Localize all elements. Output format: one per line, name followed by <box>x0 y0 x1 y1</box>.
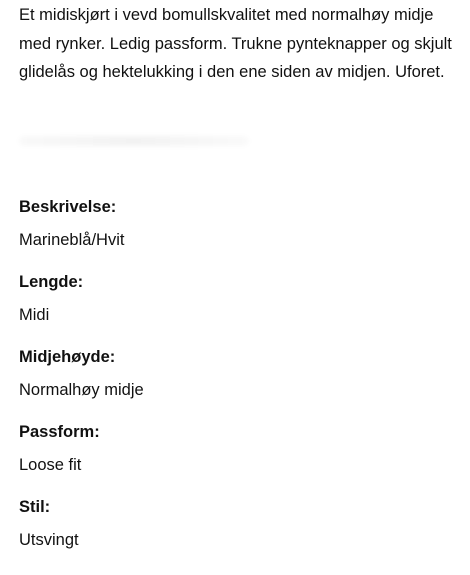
product-description: Et midiskjørt i vevd bomullskvalitet med normalhøy midje med rynker. Ledig passform. Trukne pynteknapper og skjult glidelås og hektelukking i den ene siden av midjen. Uforet. <box>19 6 452 81</box>
faded-text-line <box>19 136 249 146</box>
spec-item-waist-height <box>19 346 449 421</box>
spec-label: Midjehøyde: <box>19 348 116 366</box>
spec-item-fit <box>19 421 449 496</box>
spec-item-description <box>19 196 449 271</box>
spec-label: Passform: <box>19 423 100 441</box>
spec-label: Stil: <box>19 498 51 516</box>
product-specs-list <box>19 196 449 571</box>
spec-label: Lengde: <box>19 273 84 291</box>
spec-value: Loose fit <box>19 456 82 474</box>
spec-value: Normalhøy midje <box>19 381 144 399</box>
spec-item-style <box>19 496 449 571</box>
spec-value: Utsvingt <box>19 531 79 549</box>
spec-value: Midi <box>19 306 50 324</box>
spec-item-length <box>19 271 449 346</box>
spec-value: Marineblå/Hvit <box>19 231 125 249</box>
spec-label: Beskrivelse: <box>19 198 117 216</box>
